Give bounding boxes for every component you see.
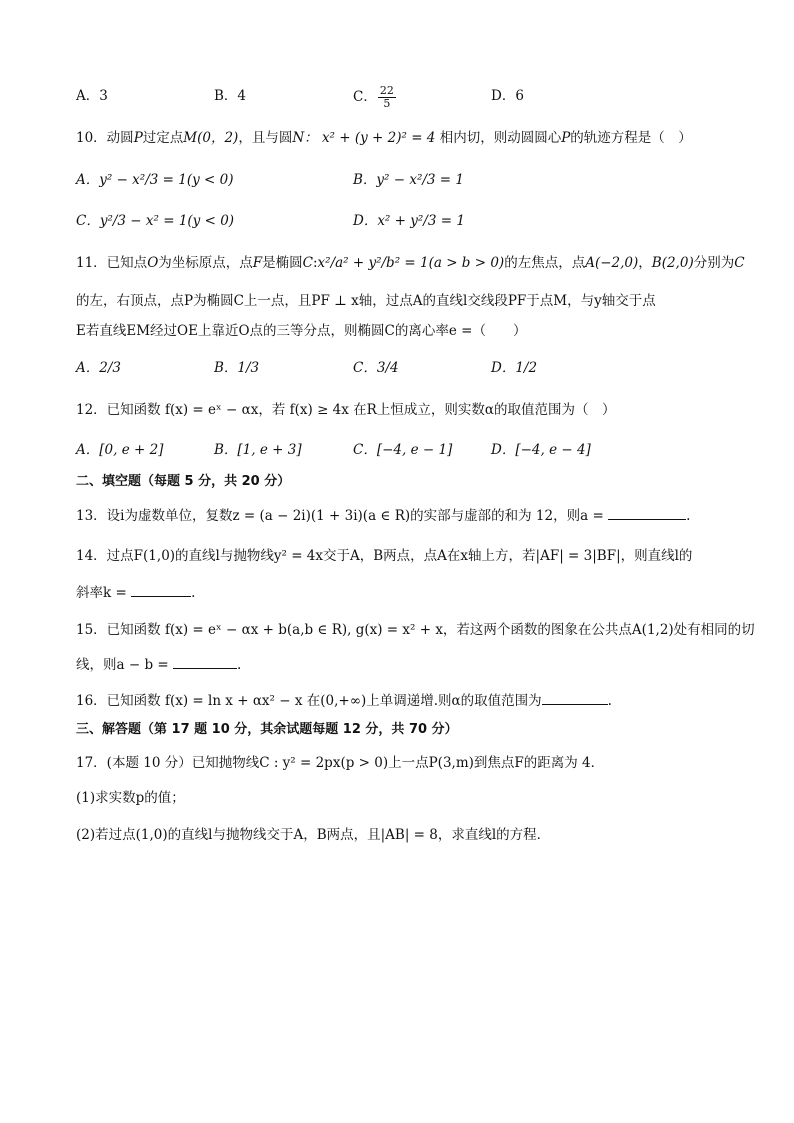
q11-option-a: A．2/3 (76, 360, 121, 376)
q13-stem (76, 505, 690, 526)
q14-period: . (191, 585, 196, 601)
q15-answer-blank[interactable] (173, 654, 237, 669)
q11-stem-part: 分别为 (693, 255, 735, 271)
q10-point-m: M(0，2) (183, 130, 239, 146)
q11-stem-line1: 11．已知点O为坐标原点，点F是椭圆C:x²/a² + y²/b² = 1(a > b > 0)的左焦点，点A(−2,0)，B(2,0)分别为C (76, 255, 745, 271)
q15-stem-line1: 15．已知函数 f(x) = eˣ − αx + b(a,b ∈ R), g(x) = x² + x，若这两个函数的图象在公共点A(1,2)处有相同的切 (76, 622, 755, 638)
q15-text: 线，则a − b = (76, 657, 169, 673)
fraction-denominator: 5 (383, 97, 391, 110)
q10-option-b: B．y² − x²/3 = 1 (353, 172, 464, 188)
q10-circle-equation: x² + (y + 2)² = 4 (321, 130, 436, 146)
q13-period: . (686, 508, 691, 524)
q10-stem-part: 相内切，则动圆圆心 (439, 130, 562, 146)
q11-point-a: A(−2,0) (585, 255, 639, 271)
q15-period: . (236, 657, 242, 673)
q10-option-d: D．x² + y²/3 = 1 (353, 213, 465, 229)
q11-point-f: F (252, 255, 263, 271)
q14-stem-line1: 14．过点F(1,0)的直线l与抛物线y² = 4x交于A，B两点，点A在x轴上方，若|AF| = 3|BF|，则直线l的 (76, 548, 693, 564)
section-heading-fill-in: 二、填空题（每题 5 分，共 20 分） (76, 474, 291, 489)
q11-option-d: D．1/2 (491, 360, 538, 376)
q11-stem-part: 11．已知点 (76, 255, 148, 271)
q10-option-c: C．y²/3 − x² = 1(y < 0) (76, 213, 235, 229)
q11-stem-part: 为坐标原点，点 (158, 255, 253, 271)
q11-ellipse-equation: x²/a² + y²/b² = 1(a > b > 0) (317, 255, 505, 271)
q11-stem-part: 是椭圆 (262, 255, 303, 271)
q17-part-2: (2)若过点(1,0)的直线l与抛物线交于A，B两点，且|AB| = 8，求直线l的方程． (76, 827, 551, 843)
q11-option-c: C．3/4 (353, 360, 399, 376)
q15-stem-line2 (76, 654, 241, 675)
q9-option-d-text: D．6 (491, 88, 524, 104)
q9-option-c (353, 82, 397, 112)
q10-stem-part: 10．动圆 (76, 130, 134, 146)
q10-stem-part: 过定点 (142, 130, 184, 146)
q11-stem-part: 的左焦点，点 (504, 255, 586, 271)
q13-text: 13．设i为虚数单位，复数z = (a − 2i)(1 + 3i)(a ∈ R)的实部与虚部的和为 12，则a = (76, 508, 604, 524)
fraction-numerator: 22 (379, 84, 394, 97)
q9-option-c-fraction (378, 85, 396, 110)
q12-option-d: D．[−4, e − 4] (491, 442, 591, 458)
q11-point-o: O (147, 255, 159, 271)
q9-option-b (214, 86, 246, 106)
q10-option-a: A．y² − x²/3 = 1(y < 0) (76, 172, 234, 188)
section-heading-solutions: 三、解答题（第 17 题 10 分，其余试题每题 12 分，共 70 分） (76, 722, 458, 737)
q12-option-c: C．[−4, e − 1] (353, 442, 453, 458)
q11-point-b: B(2,0) (651, 255, 694, 271)
q10-circle-n: N： (292, 130, 318, 146)
q17-part-1: (1)求实数p的值； (76, 790, 185, 806)
q16-stem (76, 690, 612, 711)
q11-stem-part: ， (638, 255, 652, 271)
q13-answer-blank[interactable] (608, 505, 686, 520)
q11-ellipse-c: C (734, 255, 745, 271)
q9-option-c-prefix: C． (353, 89, 377, 105)
q11-option-b: B．1/3 (214, 360, 260, 376)
q10-point-p: P (133, 130, 143, 146)
q9-option-b-text: B．4 (214, 88, 247, 104)
q11-stem-line3: E若直线EM经过OE上靠近O点的三等分点，则椭圆C的离心率e =（ ） (76, 323, 527, 339)
q9-option-a-text: A．3 (76, 88, 108, 104)
q16-text: 16．已知函数 f(x) = ln x + αx² − x 在(0,+∞)上单调递增.则α的取值范围为 (76, 693, 542, 709)
q9-option-d (491, 86, 524, 106)
q14-text: 斜率k = (76, 585, 127, 601)
q9-option-a (76, 86, 108, 106)
q10-stem-part: ，且与圆 (238, 130, 293, 146)
q11-stem-line2: 的左，右顶点，点P为椭圆C上一点，且PF ⊥ x轴，过点A的直线l交线段PF于点M，与y轴交于点 (76, 293, 656, 309)
q16-answer-blank[interactable] (542, 690, 608, 705)
q11-ellipse-c: C (302, 255, 313, 271)
q17-stem: 17．(本题 10 分）已知抛物线C : y² = 2px(p > 0)上一点P(3,m)到焦点F的距离为 4． (76, 755, 605, 771)
q14-answer-blank[interactable] (131, 582, 191, 597)
q10-stem (76, 128, 692, 148)
q14-stem-line2 (76, 582, 195, 603)
q16-period: . (607, 693, 612, 709)
q12-option-a: A．[0, e + 2] (76, 442, 164, 458)
q12-option-b: B．[1, e + 3] (214, 442, 302, 458)
q12-stem: 12．已知函数 f(x) = eˣ − αx，若 f(x) ≥ 4x 在R上恒成立，则实数α的取值范围为（ ） (76, 402, 616, 418)
q10-stem-part: 的轨迹方程是（ ） (570, 130, 692, 146)
q10-point-p: P (561, 130, 571, 146)
